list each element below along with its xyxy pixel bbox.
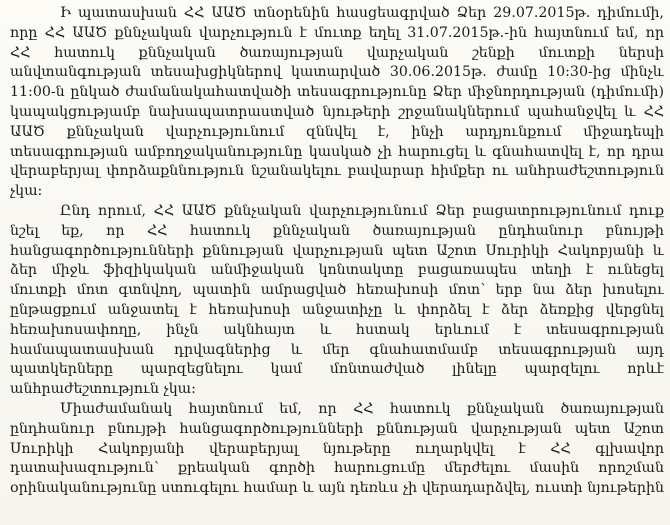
text-line: տեսագրության ամբողջականությունը կասկած չի հարուցել և գնահատվել է, որ դրա	[10, 143, 664, 160]
text-line: Ի պատասխան ՀՀ ԱԱԾ տնօրենին հասցեագրված Ձեր 29.07.2015թ. դիմումի,	[60, 5, 664, 21]
text-line: որը ՀՀ ԱԱԾ քննչական վարչություն է մուտք եղել 31.07.2015թ.-ին հայտնում եմ, որ	[10, 24, 664, 41]
text-line: հեռախոսափողը, ինչն ակնհայտ և հստակ երևում է տեսագրության	[10, 321, 664, 338]
text-line: Սուրիկի Հակոբյանի վերաբերյալ նյութերը ուղարկվել է ՀՀ գլխավոր	[10, 440, 664, 457]
text-line: ԱԱԾ քննչական վարչությունում զննվել է, ինչի արդյունքում միջադեպի	[10, 123, 664, 140]
text-line: ՀՀ հատուկ քննչական ծառայության վարչական շենքի մուտքի ներսի	[10, 44, 664, 61]
text-line: ընթացքում անջատել է հեռախոսի անջատիչը և փորձել է ձեր ձեռքից վերցնել	[10, 301, 664, 318]
text-line: հանցագործությունների քննության վարչության պետ Աշոտ Սուրիկի Հակոբյանի և	[10, 242, 664, 259]
text-line: Ընդ որում, ՀՀ ԱԱԾ քննչական վարչությունում Ձեր բացատրությունում դուք	[60, 202, 664, 219]
text-line: ընդհանուր բնույթի հանցագործությունների քննության վարչության պետ Աշոտ	[10, 420, 664, 437]
text-line: պատկերները պարզեցնելու կամ մոնտաժված լինելը պարզելու որևէ	[10, 361, 664, 378]
text-line: անվտանգության տեսախցիկներով կատարված 30.06.2015թ. ժամը 10:30-ից մինչև	[10, 64, 664, 81]
text-line: կապակցությամբ նախապատրաստված նյութերի շրջանակներում պահանջվել և ՀՀ	[10, 103, 664, 120]
text-line: համապատասխան դրվագներից և մեր գնահատմամբ տեսագրության այդ	[10, 341, 664, 358]
text-line: անհրաժեշտություն չկա:	[10, 381, 196, 398]
text-line: մուտքի մոտ գտնվող, պատին ամրացված հեռախոսի մոտ՝ երբ նա ձեր խոսելու	[10, 282, 664, 299]
text-line: օրինականությունը ստուգելու համար և այն դեռևս չի վերադարձվել, ուստի նյութերին	[10, 480, 664, 497]
text-line: չկա:	[10, 183, 43, 200]
text-line: ձեր միջև ֆիզիկական անմիջական կոնտակտը բացառապես տեղի է ունեցել	[10, 262, 664, 279]
text-line: նշել եք, որ ՀՀ հատուկ քննչական ծառայության ընդհանուր բնույթի	[10, 222, 664, 239]
text-line: 11:00-ն ընկած ժամանակահատվածի տեսագրությունը Ձեր միջնորդության (դիմումի)	[10, 84, 664, 101]
text-line: վերաբերյալ փորձաքննություն նշանակելու բավարար հիմքեր ու անհրաժեշտություն	[10, 163, 664, 180]
text-line: դատախազություն՝ քրեական գործի հարուցումը մերժելու մասին որոշման	[10, 460, 664, 477]
text-line: Միաժամանակ հայտնում եմ, որ ՀՀ հատուկ քննչական ծառայության	[60, 400, 664, 417]
